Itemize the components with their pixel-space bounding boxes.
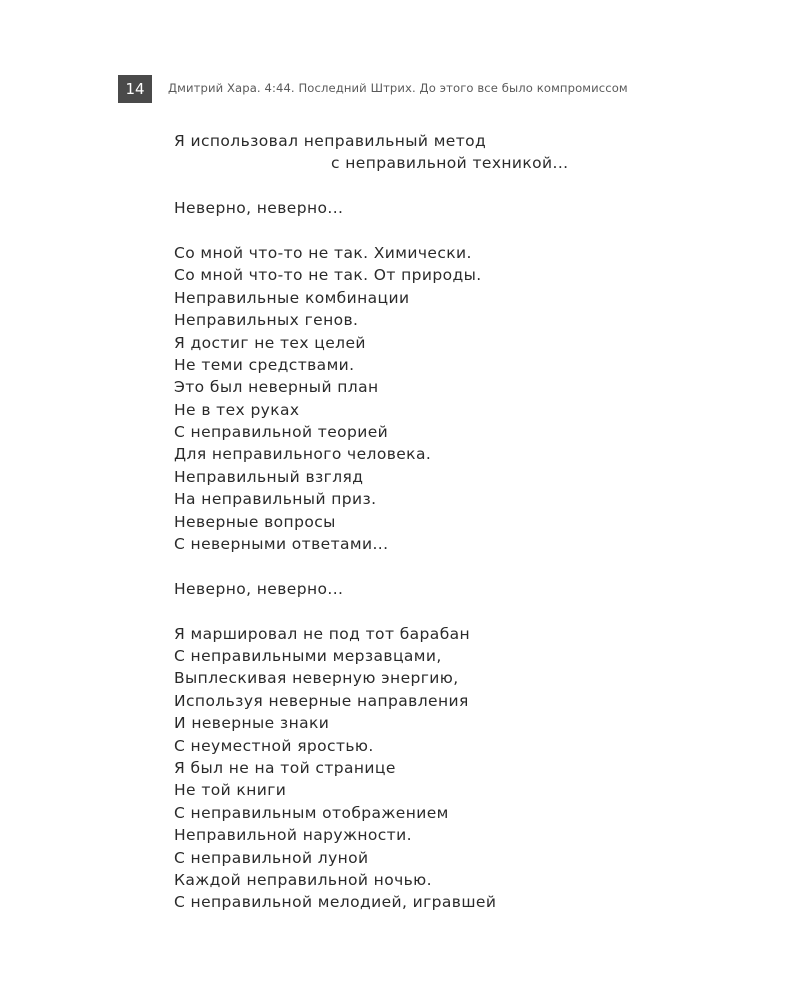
poem-body [174,130,734,914]
refrain-line: Неверно, неверно... [174,199,344,218]
poem-line: С неуместной яростью. [174,736,374,755]
poem-line: Неправильный взгляд [174,467,364,486]
poem-line: Я использовал неправильный метод [174,132,487,150]
poem-line: Используя неверные направления [174,691,469,710]
poem-line: С неправильным отображением [174,803,449,822]
poem-line: Каждой неправильной ночью. [174,870,432,889]
poem-line: Не в тех руках [174,400,300,419]
poem-line: Не теми средствами. [174,355,355,374]
stanza-break [174,175,734,197]
poem-line: С неправильной теорией [174,423,389,442]
poem-line: Не той книги [174,781,287,800]
poem-line: И неверные знаки [174,714,330,733]
poem-line: Это был неверный план [174,378,379,397]
poem-line: Для неправильного человека. [174,445,432,464]
running-header: Дмитрий Хара. 4:44. Последний Штрих. До этого все было компромиссом [168,81,628,95]
poem-line: Выплескивая неверную энергию, [174,669,459,688]
refrain-line: Неверно, неверно... [174,579,344,598]
poem-line: Неверные вопросы [174,512,336,531]
poem-line: Неправильной наружности. [174,826,412,845]
poem-line: С неправильной мелодией, игравшей [174,893,497,912]
poem-line: На неправильный приз. [174,490,377,509]
poem-line: С неправильными мерзавцами, [174,646,442,665]
stanza-break [174,220,734,242]
poem-line: Со мной что-то не так. Химически. [174,243,472,262]
poem-line: Со мной что-то не так. От природы. [174,266,482,285]
poem-line: Неправильных генов. [174,311,359,330]
poem-line: Я достиг не тех целей [174,333,366,352]
poem-line: Я маршировал не под тот барабан [174,624,471,643]
poem-line: Неправильные комбинации [174,288,410,307]
page-number: 14 [118,75,152,103]
poem-line: С неверными ответами... [174,535,389,554]
poem-line: С неправильной луной [174,848,369,867]
poem-line: Я был не на той странице [174,758,396,777]
stanza-break [174,555,734,577]
stanza-break [174,600,734,622]
poem-line: с неправильной техникой... [331,154,569,173]
